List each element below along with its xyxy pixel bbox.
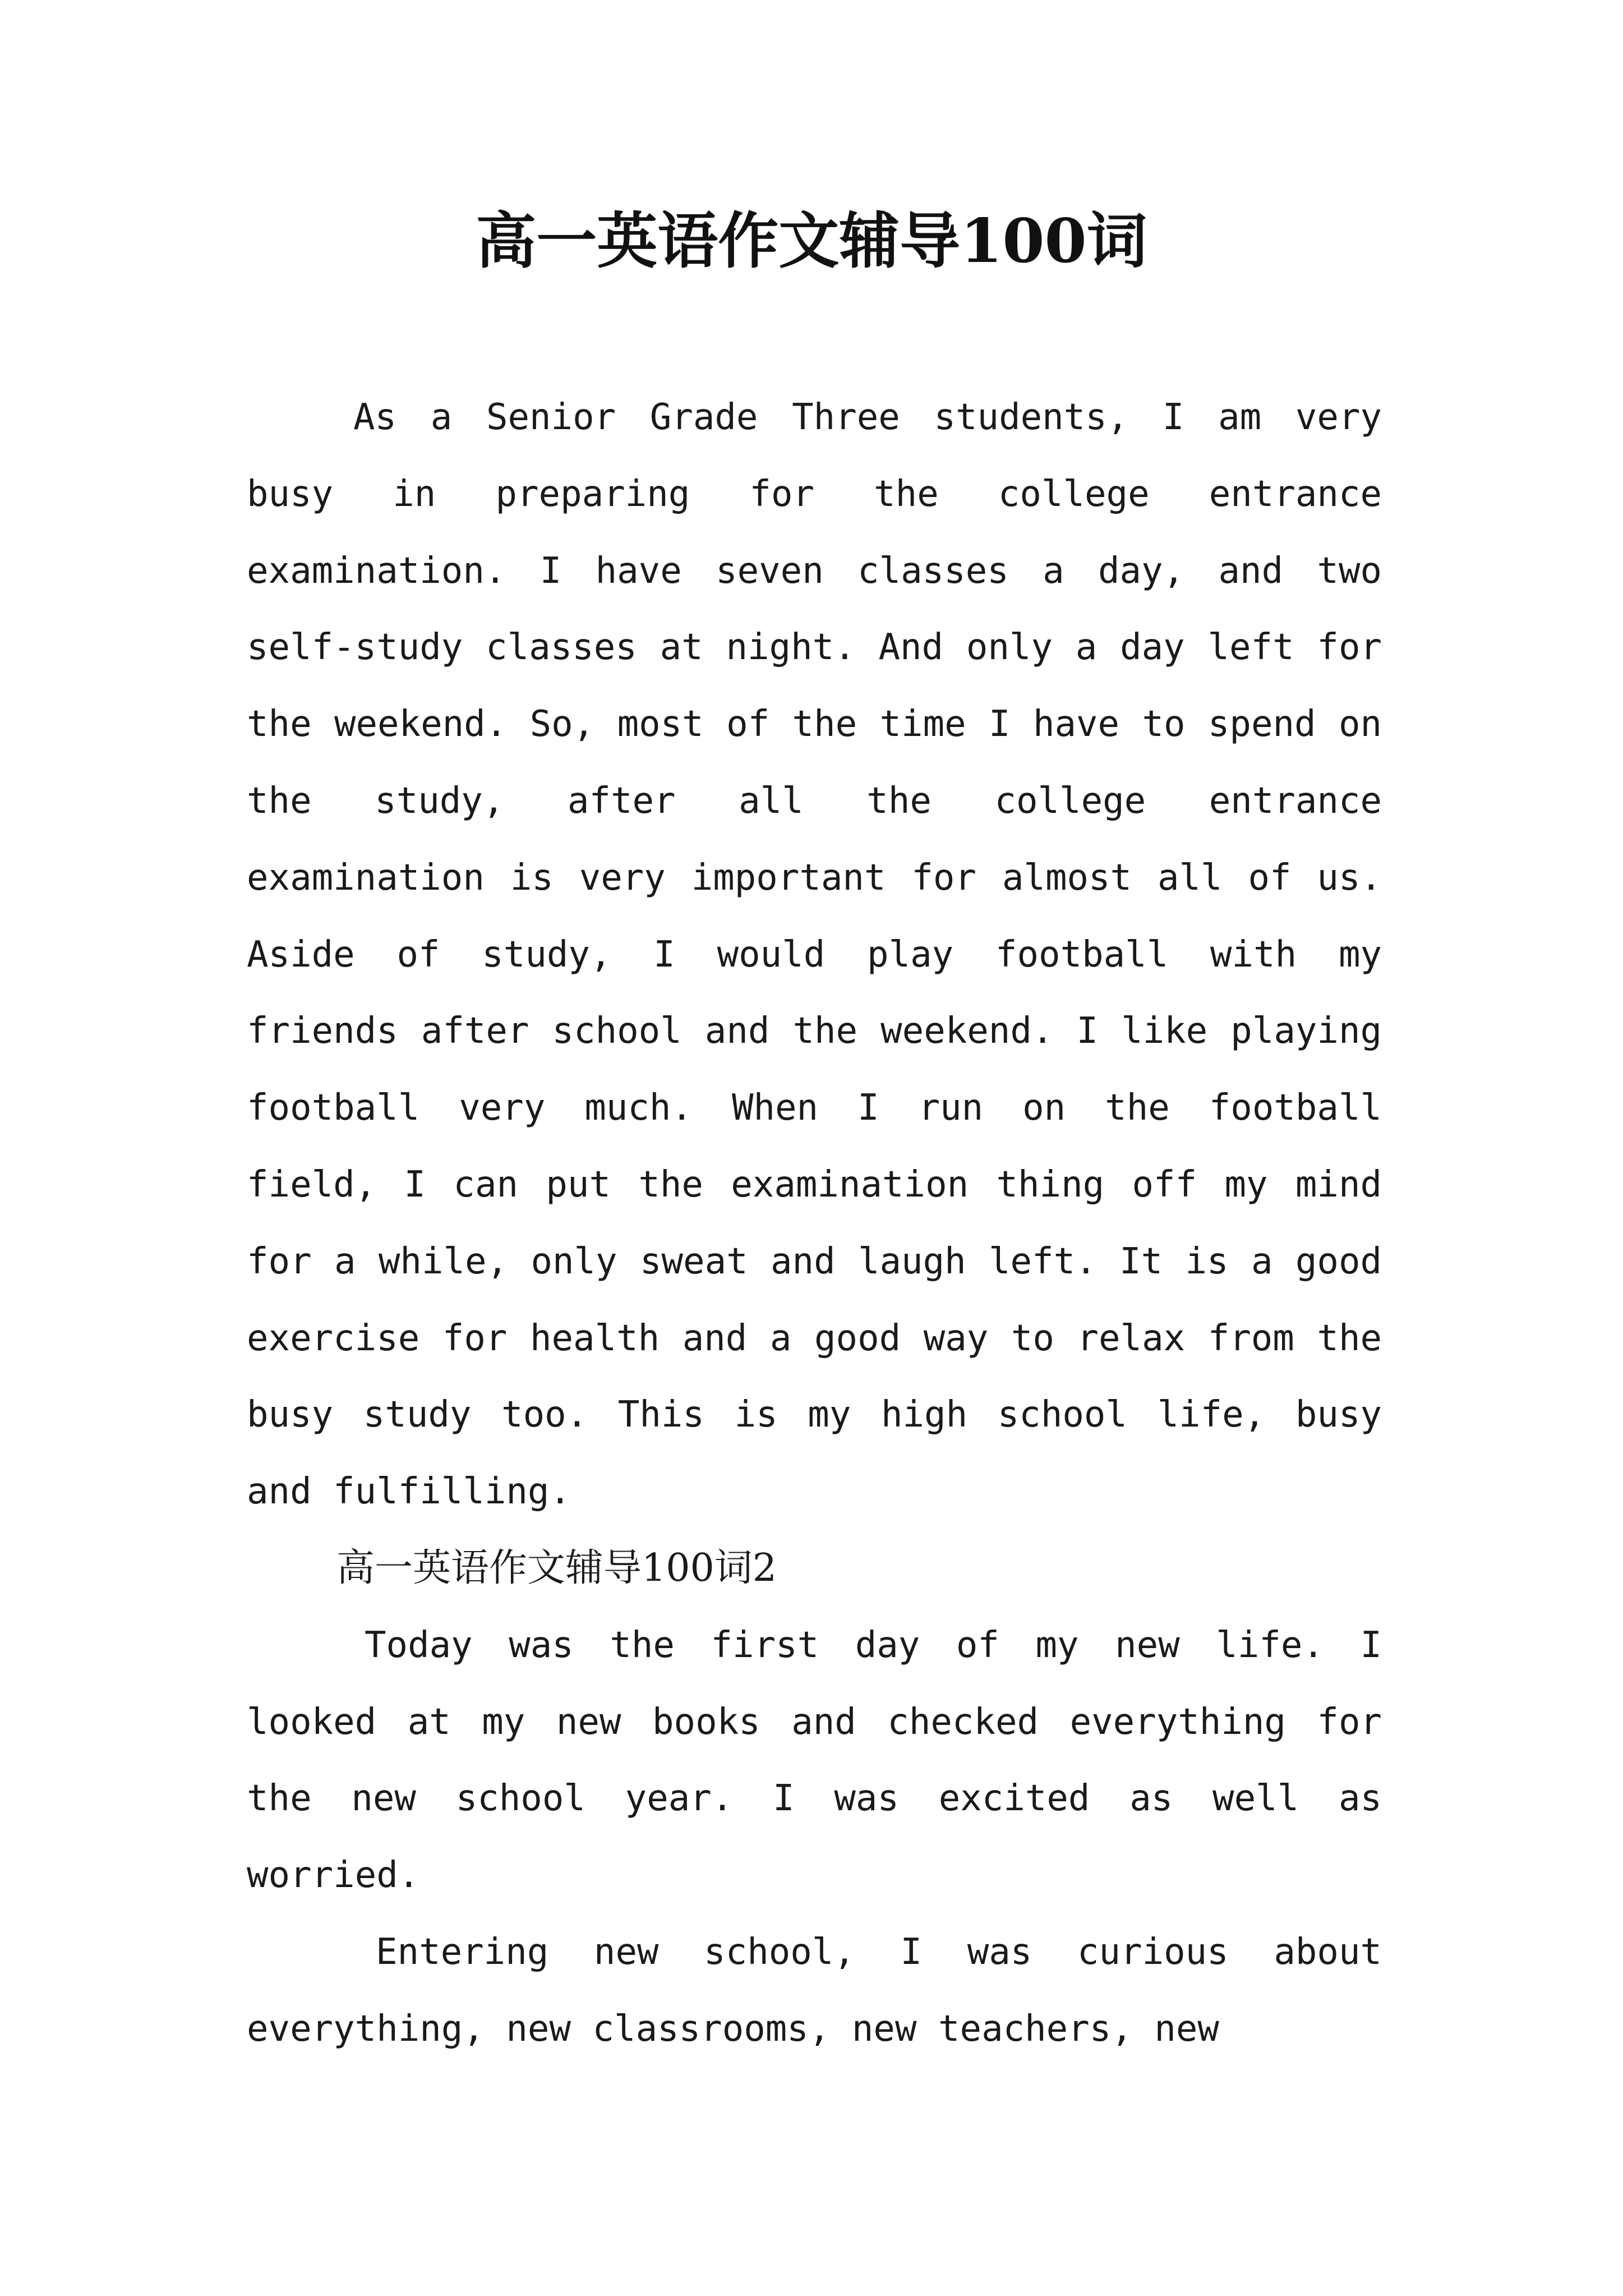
paragraph-3: Entering new school, I was curious about everything, new classrooms, new teachers, new bbox=[247, 1931, 1382, 2050]
paragraph-1: As a Senior Grade Three students, I am very busy in preparing for the college entrance examination. I have seven classes a day, and two self-study classes at night. And only a day left for the weekend. So, most of the time I have to spend on the study, after all the college entrance examination is very important for almost all of us. Aside of study, I would play football with my friends after school and the weekend. I like playing football very much. When I run on the football field, I can put the examination thing off my mind for a while, only sweat and laugh left. It is a good exercise for health and a good way to relax from the busy study too. This is my high school life, busy and fulfilling. bbox=[247, 397, 1382, 1513]
document-body bbox=[247, 379, 1382, 2068]
document-title: 高一英语作文辅导100词 bbox=[476, 206, 1147, 277]
section-heading-2: 高一英语作文辅导100词2 bbox=[336, 1545, 777, 1590]
paragraph-2: Today was the first day of my new life. I looked at my new books and checked everything for the new school year. I was excited as well as worried. bbox=[247, 1624, 1382, 1897]
